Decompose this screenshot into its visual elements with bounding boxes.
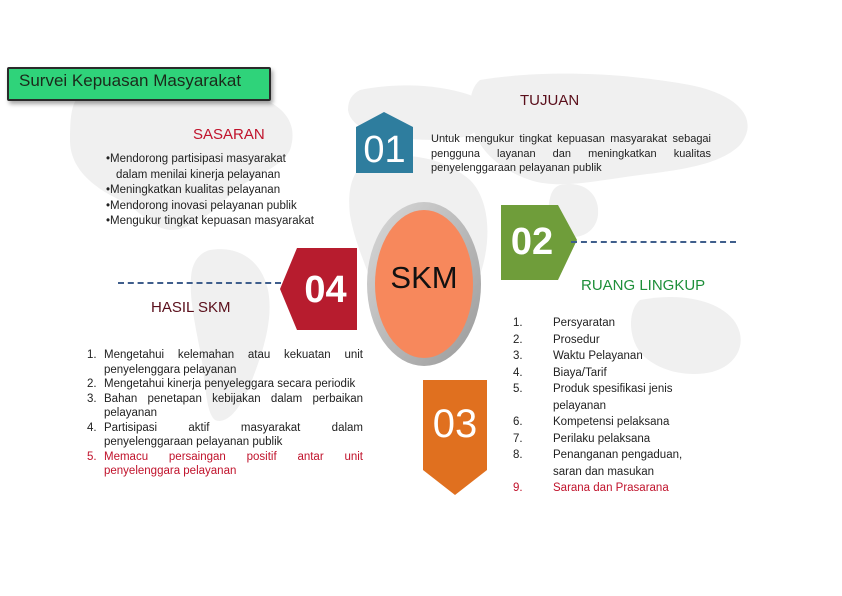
hasil-item: 5. Memacu persaingan positif antar unit penyelenggara pelayanan <box>87 450 363 477</box>
tujuan-text: Untuk mengukur tingkat kepuasan masyarakat sebagai pengguna layanan dan meningkatkan kualitas penyelenggaraan pelayanan publik <box>431 133 711 174</box>
hasil-item: 2. Mengetahui kinerja penyeleggara secara periodik <box>87 378 356 390</box>
sasaran-item: •Meningkatkan kualitas pelayanan <box>106 184 281 196</box>
hasil-list <box>87 348 363 479</box>
ruang-item: 7. Perilaku pelaksana <box>513 432 651 445</box>
hasil-item: 1. Mengetahui kelemahan atau kekuatan unit penyelenggara pelayanan <box>87 349 363 376</box>
ruang-item: 3. Waktu Pelayanan <box>513 350 643 362</box>
hasil-item: 3. Bahan penetapan kebijakan dalam perbaikan pelayanan <box>87 392 363 419</box>
title-box: Survei Kepuasan Masyarakat <box>7 67 271 101</box>
sasaran-item: •Mendorong inovasi pelayanan publik <box>106 199 297 212</box>
sasaran-item: dalam menilai kinerja pelayanan <box>116 168 281 181</box>
hasil-heading: HASIL SKM <box>151 299 231 316</box>
ruang-list <box>513 315 713 497</box>
number-02: 02 <box>510 220 554 263</box>
dashed-line-hasil <box>118 282 281 284</box>
sasaran-heading: SASARAN <box>193 126 265 143</box>
hasil-item: 4. Partisipasi aktif masyarakat dalam penyelenggaraan pelayanan publik <box>87 421 363 448</box>
ruang-item: 8. Penanganan pengaduan, saran dan masukan <box>513 449 683 478</box>
ruang-item: 4. Biaya/Tarif <box>513 366 607 379</box>
sasaran-item: •Mengukur tingkat kepuasan masyarakat <box>106 215 314 227</box>
dashed-line-ruang <box>571 241 736 243</box>
ruang-item: 9. Sarana dan Prasarana <box>513 482 669 494</box>
number-01: 01 <box>363 128 406 171</box>
number-04: 04 <box>304 268 347 311</box>
ruang-item: 5. Produk spesifikasi jenis pelayanan <box>513 383 673 412</box>
tujuan-heading: TUJUAN <box>520 92 580 109</box>
ruang-item: 1. Persyaratan <box>513 317 616 329</box>
sasaran-item: •Mendorong partisipasi masyarakat <box>106 153 286 165</box>
number-03: 03 <box>432 401 478 446</box>
ruang-item: 6. Kompetensi pelaksana <box>513 416 670 428</box>
ruang-item: 2. Prosedur <box>513 333 600 346</box>
center-label: SKM <box>390 260 458 295</box>
ruang-heading: RUANG LINGKUP <box>581 277 706 294</box>
